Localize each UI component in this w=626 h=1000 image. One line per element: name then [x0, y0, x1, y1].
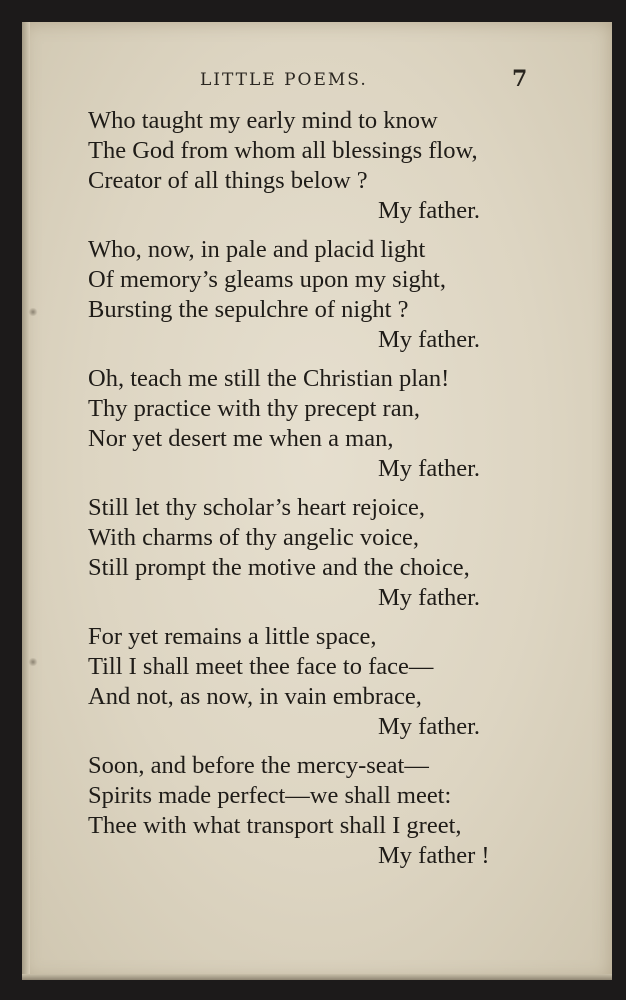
poem-refrain: My father !	[378, 842, 490, 869]
page-number: 7	[512, 66, 528, 92]
poem-line: Soon, and before the mercy-seat—	[88, 752, 429, 779]
poem-line: Till I shall meet thee face to face—	[88, 653, 434, 680]
poem-line: Spirits made perfect—we shall meet:	[88, 782, 452, 809]
running-head	[22, 66, 612, 94]
poem-line: Who, now, in pale and placid light	[88, 236, 426, 263]
stanza	[88, 493, 558, 613]
stanza	[88, 364, 558, 484]
book-page	[22, 22, 612, 980]
poem-line: Still prompt the motive and the choice,	[88, 554, 470, 581]
poem-line: Creator of all things below ?	[88, 167, 368, 194]
stanza	[88, 751, 558, 871]
poem-line: Bursting the sepulchre of night ?	[88, 296, 409, 323]
poem-line: Of memory’s gleams upon my sight,	[88, 266, 446, 293]
poem-body	[88, 106, 558, 880]
poem-line: The God from whom all blessings flow,	[88, 137, 478, 164]
poem-refrain: My father.	[378, 713, 481, 740]
poem-line: Oh, teach me still the Christian plan!	[88, 365, 450, 392]
poem-refrain: My father.	[378, 584, 481, 611]
binding-mark-upper	[28, 308, 38, 316]
binding-mark-lower	[28, 658, 38, 666]
poem-line: For yet remains a little space,	[88, 623, 377, 650]
poem-line: With charms of thy angelic voice,	[88, 524, 420, 551]
poem-line: And not, as now, in vain embrace,	[88, 683, 422, 710]
poem-refrain: My father.	[378, 197, 481, 224]
stanza	[88, 235, 558, 355]
poem-refrain: My father.	[378, 326, 481, 353]
poem-line: Thee with what transport shall I greet,	[88, 812, 462, 839]
page-bottom-edge	[22, 974, 612, 980]
page-header-title: LITTLE POEMS.	[200, 70, 368, 90]
poem-line: Thy practice with thy precept ran,	[88, 395, 420, 422]
poem-line: Nor yet desert me when a man,	[88, 425, 394, 452]
poem-line: Still let thy scholar’s heart rejoice,	[88, 494, 426, 521]
stanza	[88, 622, 558, 742]
stanza	[88, 106, 558, 226]
poem-line: Who taught my early mind to know	[88, 107, 438, 134]
binding-gutter	[22, 22, 30, 980]
poem-refrain: My father.	[378, 455, 481, 482]
